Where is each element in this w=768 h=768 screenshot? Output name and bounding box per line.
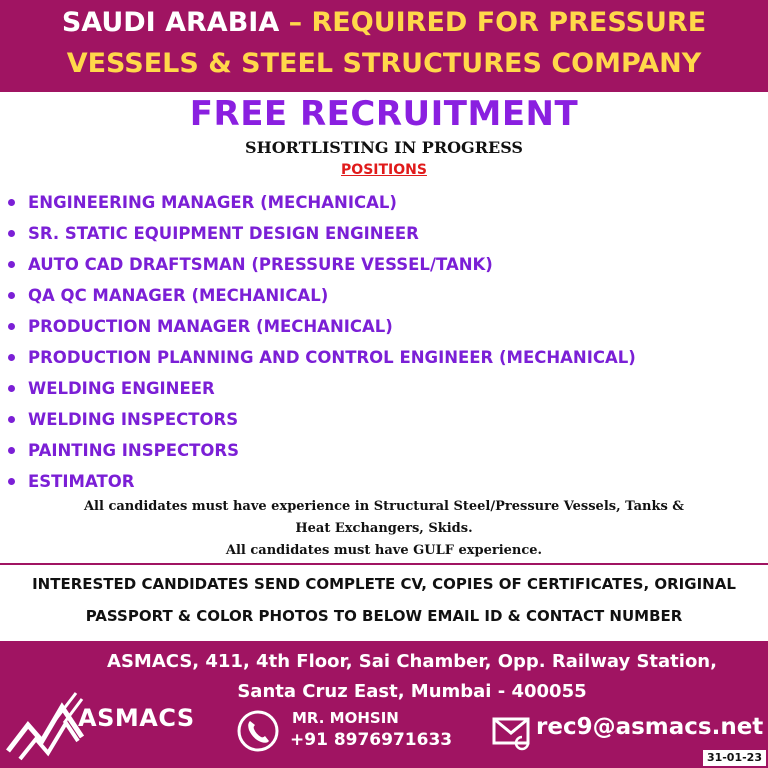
phone-icon	[236, 709, 280, 753]
requirement-note-1: All candidates must have experience in Structural Steel/Pressure Vessels, Tanks &	[83, 499, 685, 514]
bullet-icon	[8, 416, 15, 423]
bullet-icon	[8, 230, 15, 237]
headline: FREE RECRUITMENT	[189, 94, 579, 134]
position-title: PAINTING INSPECTORS	[28, 441, 239, 460]
position-title: AUTO CAD DRAFTSMAN (PRESSURE VESSEL/TANK)	[28, 255, 493, 274]
positions-list	[8, 187, 636, 497]
position-title: ESTIMATOR	[28, 472, 135, 491]
bullet-icon	[8, 261, 15, 268]
position-title: WELDING ENGINEER	[28, 379, 215, 398]
header-line-2: VESSELS & STEEL STRUCTURES COMPANY	[66, 48, 702, 79]
position-item	[8, 187, 636, 218]
requirement-note-3: All candidates must have GULF experience.	[225, 543, 543, 558]
position-title: ENGINEERING MANAGER (MECHANICAL)	[28, 193, 397, 212]
position-item	[8, 218, 636, 249]
bullet-icon	[8, 199, 15, 206]
contact-phone[interactable]: +91 8976971633	[290, 730, 453, 750]
position-item	[8, 249, 636, 280]
position-title: PRODUCTION MANAGER (MECHANICAL)	[28, 317, 393, 336]
header-line-1	[0, 5, 768, 41]
position-item	[8, 466, 636, 497]
position-title: SR. STATIC EQUIPMENT DESIGN ENGINEER	[28, 224, 419, 243]
position-item	[8, 435, 636, 466]
position-title: PRODUCTION PLANNING AND CONTROL ENGINEER (MECHANICAL)	[28, 348, 636, 367]
bullet-icon	[8, 354, 15, 361]
post-date: 31-01-23	[703, 750, 766, 766]
position-item	[8, 311, 636, 342]
contact-email[interactable]: rec9@asmacs.net	[536, 714, 764, 740]
mail-icon	[492, 711, 534, 751]
position-item	[8, 373, 636, 404]
bullet-icon	[8, 385, 15, 392]
position-title: QA QC MANAGER (MECHANICAL)	[28, 286, 329, 305]
instructions-line-1: INTERESTED CANDIDATES SEND COMPLETE CV, COPIES OF CERTIFICATES, ORIGINAL	[32, 575, 736, 593]
header-banner	[0, 0, 768, 92]
bullet-icon	[8, 478, 15, 485]
address-line-2: Santa Cruz East, Mumbai - 400055	[237, 681, 587, 702]
position-item	[8, 342, 636, 373]
address-line-1: ASMACS, 411, 4th Floor, Sai Chamber, Opp. Railway Station,	[107, 651, 717, 672]
position-item	[8, 280, 636, 311]
position-title: WELDING INSPECTORS	[28, 410, 239, 429]
bullet-icon	[8, 292, 15, 299]
footer-banner	[0, 641, 768, 768]
position-item	[8, 404, 636, 435]
requirement-note-2: Heat Exchangers, Skids.	[295, 521, 473, 536]
bullet-icon	[8, 323, 15, 330]
subheadline: SHORTLISTING IN PROGRESS	[245, 138, 523, 157]
divider	[0, 563, 768, 565]
bullet-icon	[8, 447, 15, 454]
contact-name: MR. MOHSIN	[292, 709, 399, 727]
header-country: SAUDI ARABIA	[61, 7, 280, 38]
logo-wordmark: ASMACS	[78, 704, 195, 732]
header-requirement: – REQUIRED FOR PRESSURE	[279, 7, 707, 38]
positions-label: POSITIONS	[341, 162, 427, 178]
instructions-line-2: PASSPORT & COLOR PHOTOS TO BELOW EMAIL ID & CONTACT NUMBER	[85, 607, 683, 625]
